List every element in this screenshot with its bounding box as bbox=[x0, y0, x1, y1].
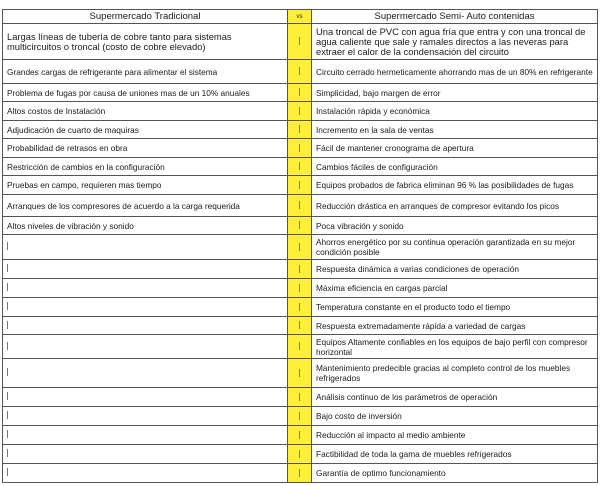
empty-cell-marker bbox=[7, 411, 8, 419]
semi-auto-cell bbox=[312, 445, 598, 464]
semi-auto-cell bbox=[312, 158, 598, 176]
vs-marker bbox=[299, 37, 300, 45]
semi-auto-text: Respuesta dinámica a varias condiciones de operación bbox=[316, 264, 519, 274]
traditional-cell bbox=[3, 217, 288, 235]
vs-marker bbox=[299, 88, 300, 96]
traditional-text: Altos niveles de vibración y sonido bbox=[7, 220, 134, 231]
table-row bbox=[3, 24, 598, 60]
table-row bbox=[3, 235, 598, 260]
semi-auto-text: Instalación rápida y económica bbox=[316, 106, 430, 116]
vs-cell bbox=[288, 195, 312, 217]
semi-auto-text: Ahorros energético por su continua operación garantizada en su mejor condición posible bbox=[316, 237, 576, 257]
semi-auto-text: Reducción drástica en arranques de compresor evitando los picos bbox=[316, 200, 560, 211]
vs-cell bbox=[288, 158, 312, 176]
empty-cell-marker bbox=[7, 368, 8, 376]
semi-auto-text: Poca vibración y sonido bbox=[316, 220, 404, 231]
semi-auto-text: Equipos Altamente confiables en los equipos de bajo perfil con compresor horizontal bbox=[316, 336, 588, 357]
traditional-cell bbox=[3, 388, 288, 407]
table-row bbox=[3, 121, 598, 139]
traditional-cell bbox=[3, 158, 288, 176]
table-row bbox=[3, 464, 598, 483]
vs-cell bbox=[288, 359, 312, 388]
traditional-cell bbox=[3, 317, 288, 335]
vs-marker bbox=[299, 393, 300, 401]
empty-cell-marker bbox=[7, 342, 8, 350]
traditional-cell bbox=[3, 407, 288, 426]
semi-auto-text: Bajo costo de inversión bbox=[316, 411, 402, 421]
traditional-cell bbox=[3, 279, 288, 298]
table-row bbox=[3, 359, 598, 388]
traditional-text: Probabilidad de retrasos en obra bbox=[7, 143, 128, 153]
vs-marker bbox=[299, 201, 300, 209]
semi-auto-text: Fácil de mantener cronograma de apertura bbox=[316, 143, 474, 153]
traditional-text: Restricción de cambios en la configuración bbox=[7, 161, 165, 172]
vs-cell bbox=[288, 60, 312, 84]
semi-auto-cell bbox=[312, 298, 598, 317]
vs-cell bbox=[288, 176, 312, 195]
table-row bbox=[3, 176, 598, 195]
vs-cell bbox=[288, 235, 312, 260]
semi-auto-cell bbox=[312, 426, 598, 445]
semi-auto-text: Garantía de optimo funcionamiento bbox=[316, 468, 446, 478]
semi-auto-cell bbox=[312, 317, 598, 335]
empty-cell-marker bbox=[7, 242, 8, 250]
vs-marker bbox=[299, 431, 300, 439]
vs-cell bbox=[288, 445, 312, 464]
header-semi-auto: Supermercado Semi- Auto contenidas bbox=[312, 10, 598, 24]
traditional-cell bbox=[3, 195, 288, 217]
empty-cell-marker bbox=[7, 392, 8, 400]
traditional-cell bbox=[3, 24, 288, 60]
vs-marker bbox=[299, 125, 300, 133]
vs-cell bbox=[288, 102, 312, 121]
traditional-text: Pruebas en campo, requieren mas tiempo bbox=[7, 180, 162, 190]
table-row bbox=[3, 139, 598, 158]
traditional-cell bbox=[3, 260, 288, 279]
table-row bbox=[3, 407, 598, 426]
semi-auto-text: Mantenimiento predecible gracias al completo control de los muebles refrigerados bbox=[316, 363, 571, 383]
traditional-text: Arranques de los compresores de acuerdo a la carga requerida bbox=[7, 200, 240, 211]
vs-cell bbox=[288, 84, 312, 102]
semi-auto-cell bbox=[312, 407, 598, 426]
traditional-cell bbox=[3, 139, 288, 158]
traditional-cell bbox=[3, 84, 288, 102]
traditional-text: Adjudicación de cuarto de maquiras bbox=[7, 124, 139, 135]
vs-cell bbox=[288, 139, 312, 158]
semi-auto-cell bbox=[312, 121, 598, 139]
vs-marker bbox=[299, 412, 300, 420]
traditional-cell bbox=[3, 60, 288, 84]
vs-cell bbox=[288, 407, 312, 426]
semi-auto-text: Incremento en la sala de ventas bbox=[316, 124, 434, 135]
semi-auto-cell bbox=[312, 139, 598, 158]
vs-marker bbox=[299, 450, 300, 458]
table-row bbox=[3, 102, 598, 121]
vs-marker bbox=[299, 469, 300, 477]
table-row bbox=[3, 426, 598, 445]
empty-cell-marker bbox=[7, 468, 8, 476]
empty-cell-marker bbox=[7, 283, 8, 291]
vs-marker bbox=[299, 303, 300, 311]
traditional-cell bbox=[3, 176, 288, 195]
vs-cell bbox=[288, 426, 312, 445]
vs-cell bbox=[288, 317, 312, 335]
semi-auto-cell bbox=[312, 359, 598, 388]
semi-auto-cell bbox=[312, 235, 598, 260]
semi-auto-text: Reducción al impacto al medio ambiente bbox=[316, 430, 466, 440]
semi-auto-text: Circuito cerrado hermeticamente ahorrando mas de un 80% en refrigerante bbox=[316, 66, 593, 77]
table-row bbox=[3, 298, 598, 317]
semi-auto-text: Respuesta extremadamente rápida a variedad de cargas bbox=[316, 320, 526, 331]
vs-marker bbox=[299, 284, 300, 292]
semi-auto-text: Análisis continuo de los parámetros de operación bbox=[316, 392, 498, 402]
vs-marker bbox=[299, 369, 300, 377]
semi-auto-cell bbox=[312, 279, 598, 298]
vs-cell bbox=[288, 298, 312, 317]
vs-marker bbox=[299, 107, 300, 115]
traditional-text: Altos costos de Instalación bbox=[7, 106, 106, 116]
semi-auto-cell bbox=[312, 464, 598, 483]
header-traditional: Supermercado Tradicional bbox=[3, 10, 288, 24]
semi-auto-cell bbox=[312, 84, 598, 102]
empty-cell-marker bbox=[7, 449, 8, 457]
vs-marker bbox=[299, 243, 300, 251]
table-row bbox=[3, 317, 598, 335]
traditional-text: Largas líneas de tubería de cobre tanto para sistemas multicircuitos o troncal (costo de cobre elevado) bbox=[7, 30, 232, 52]
table-row bbox=[3, 84, 598, 102]
table-row bbox=[3, 335, 598, 359]
traditional-text: Problema de fugas por causa de uniones mas de un 10% anuales bbox=[7, 87, 250, 98]
empty-cell-marker bbox=[7, 302, 8, 310]
semi-auto-cell bbox=[312, 24, 598, 60]
semi-auto-text: Temperatura constante en el producto todo el tiempo bbox=[316, 302, 511, 312]
traditional-cell bbox=[3, 464, 288, 483]
semi-auto-text: Máxima eficiencia en cargas parcial bbox=[316, 283, 448, 293]
vs-cell bbox=[288, 260, 312, 279]
semi-auto-cell bbox=[312, 335, 598, 359]
semi-auto-cell bbox=[312, 195, 598, 217]
empty-cell-marker bbox=[7, 264, 8, 272]
vs-marker bbox=[299, 144, 300, 152]
semi-auto-text: Cambios fáciles de configuración bbox=[316, 161, 438, 172]
comparison-table bbox=[2, 9, 598, 483]
header-row bbox=[3, 10, 598, 24]
traditional-cell bbox=[3, 426, 288, 445]
vs-cell bbox=[288, 279, 312, 298]
semi-auto-cell bbox=[312, 217, 598, 235]
vs-cell bbox=[288, 121, 312, 139]
vs-marker bbox=[299, 221, 300, 229]
vs-cell bbox=[288, 464, 312, 483]
comparison-table-wrapper bbox=[2, 9, 597, 483]
empty-cell-marker bbox=[7, 430, 8, 438]
semi-auto-text: Factibilidad de toda la gama de muebles refrigerados bbox=[316, 449, 512, 459]
traditional-cell bbox=[3, 121, 288, 139]
semi-auto-cell bbox=[312, 260, 598, 279]
table-row bbox=[3, 217, 598, 235]
traditional-cell bbox=[3, 102, 288, 121]
traditional-cell bbox=[3, 235, 288, 260]
semi-auto-text: Equipos probados de fabrica eliminan 96 % las posibilidades de fugas bbox=[316, 180, 574, 190]
vs-cell bbox=[288, 217, 312, 235]
table-row bbox=[3, 260, 598, 279]
table-row bbox=[3, 445, 598, 464]
traditional-cell bbox=[3, 335, 288, 359]
vs-marker bbox=[299, 181, 300, 189]
table-row bbox=[3, 388, 598, 407]
traditional-cell bbox=[3, 445, 288, 464]
table-row bbox=[3, 195, 598, 217]
vs-marker bbox=[299, 342, 300, 350]
vs-marker bbox=[299, 67, 300, 75]
table-row bbox=[3, 60, 598, 84]
vs-marker bbox=[299, 321, 300, 329]
table-row bbox=[3, 158, 598, 176]
vs-cell bbox=[288, 335, 312, 359]
header-vs: vs bbox=[288, 10, 312, 24]
vs-marker bbox=[299, 265, 300, 273]
table-row bbox=[3, 279, 598, 298]
semi-auto-cell bbox=[312, 388, 598, 407]
vs-marker bbox=[299, 162, 300, 170]
traditional-cell bbox=[3, 298, 288, 317]
traditional-text: Grandes cargas de refrigerante para alimentar el sistema bbox=[7, 66, 218, 77]
semi-auto-text: Una troncal de PVC con agua fría que entra y con una troncal de agua caliente que sale y ramales directos a las neveras para extraer el calor de la condensación del circuito bbox=[316, 25, 586, 57]
semi-auto-cell bbox=[312, 176, 598, 195]
semi-auto-cell bbox=[312, 60, 598, 84]
semi-auto-cell bbox=[312, 102, 598, 121]
traditional-cell bbox=[3, 359, 288, 388]
vs-cell bbox=[288, 388, 312, 407]
vs-cell bbox=[288, 24, 312, 60]
semi-auto-text: Simplicidad, bajo margen de error bbox=[316, 87, 441, 98]
empty-cell-marker bbox=[7, 321, 8, 329]
